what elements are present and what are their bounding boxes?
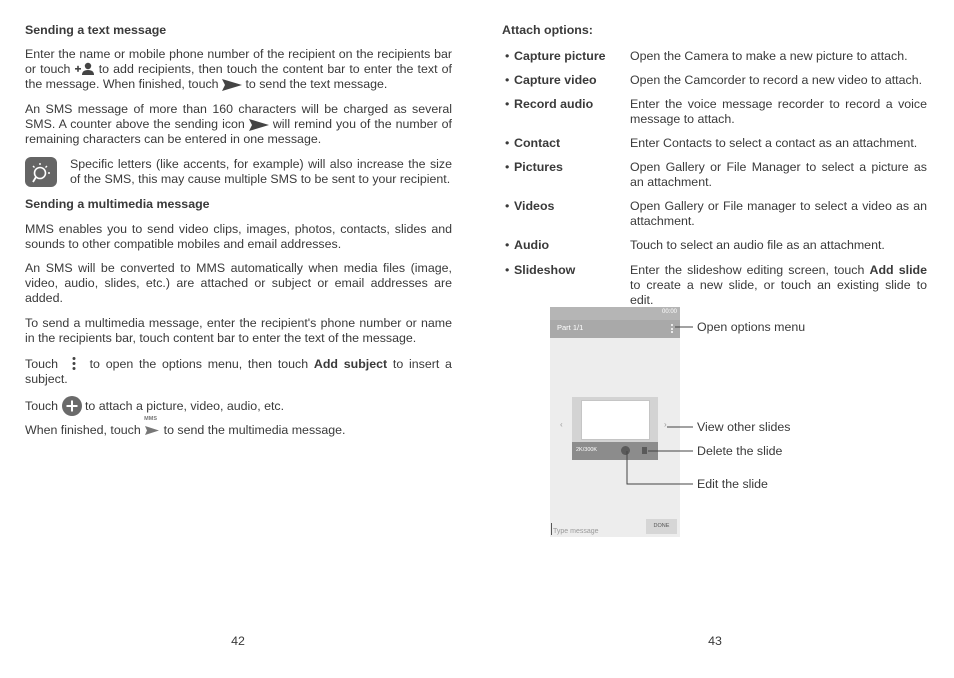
mms-paragraph-2: An SMS will be converted to MMS automatically when media files (image, video, audio, slides, etc.) are attached or subject or email addresses are added. [25,261,452,305]
send-icon [222,79,242,91]
previous-slide-icon[interactable]: ‹ [560,420,563,429]
page-number-left: 42 [231,634,245,648]
attach-options-heading: Attach options: [502,23,593,37]
send-icon [249,119,269,131]
tip-bulb-icon [25,157,57,187]
sms-paragraph-1: Enter the name or mobile phone number of the recipient on the recipients bar or touch to add recipients, then touch the content bar to enter the text of the message. When finished, touch to send the text message. [25,47,452,91]
mms-paragraph-5: Touch to attach a picture, video, audio, etc. [25,396,452,416]
slide-size-text: 2K/300K [576,447,598,453]
more-vert-icon [67,356,81,371]
mms-heading: Sending a multimedia message [25,197,210,211]
page-right: Attach options: • Capture picture Open the Camera to make a new picture to attach. • Capture video Open the Camcorder to record a new video to attach. • Record audio Enter the voice message recorder to record a voice message to attach. • Contact Enter Contacts to select a contact as an attachment. • Pictures Open Gallery or File Manager to select a picture as an attachment. • Videos Open Gallery or File manager to select a video as an attachment. • Audio Touch to select an audio file as an attachment. • Slideshow Enter the slideshow editing screen, touch Add slide to create a new slide, or touch an existing slide to edit. 00:00 Part 1/1 ‹ › 2K/300K Type message DONE Open options menu View other slides Delete the slide Edit the slide 43 [477,0,954,678]
callout-edit-slide: Edit the slide [697,477,768,491]
done-button[interactable]: DONE [646,519,677,534]
sms-paragraph-2: An SMS message of more than 160 characters will be charged as several SMS. A counter above the sending icon will remind you of the number of remaining characters can be entered in one message. [25,102,452,146]
mms-paragraph-3: To send a multimedia message, enter the recipient's phone number or name in the recipients bar, touch content bar to enter the text of the message. [25,316,452,345]
send-mms-icon: MMS [144,422,160,437]
mms-paragraph-6: When finished, touch MMS to send the multimedia message. [25,416,346,437]
callout-options-menu: Open options menu [697,320,806,334]
add-contact-icon [75,62,95,76]
callout-delete-slide: Delete the slide [697,444,783,458]
tip-text: Specific letters (like accents, for example) will also increase the size of the SMS, this may cause multiple SMS to be sent to your recipient. [70,157,452,186]
add-circle-icon [62,396,82,416]
mms-paragraph-4: Touch to open the options menu, then touch Add subject to insert a subject. [25,357,452,386]
page-number-right: 43 [708,634,722,648]
sms-heading: Sending a text message [25,23,167,37]
next-slide-icon[interactable]: › [664,420,667,429]
mms-paragraph-1: MMS enables you to send video clips, images, photos, contacts, slides and sounds to other compatible mobiles and email addresses. [25,222,452,251]
callout-lines [477,0,954,678]
callout-other-slides: View other slides [697,420,791,434]
app-bar-title: Part 1/1 [557,323,584,332]
status-time: 00:00 [661,309,677,315]
type-message-input[interactable]: Type message [553,528,599,535]
